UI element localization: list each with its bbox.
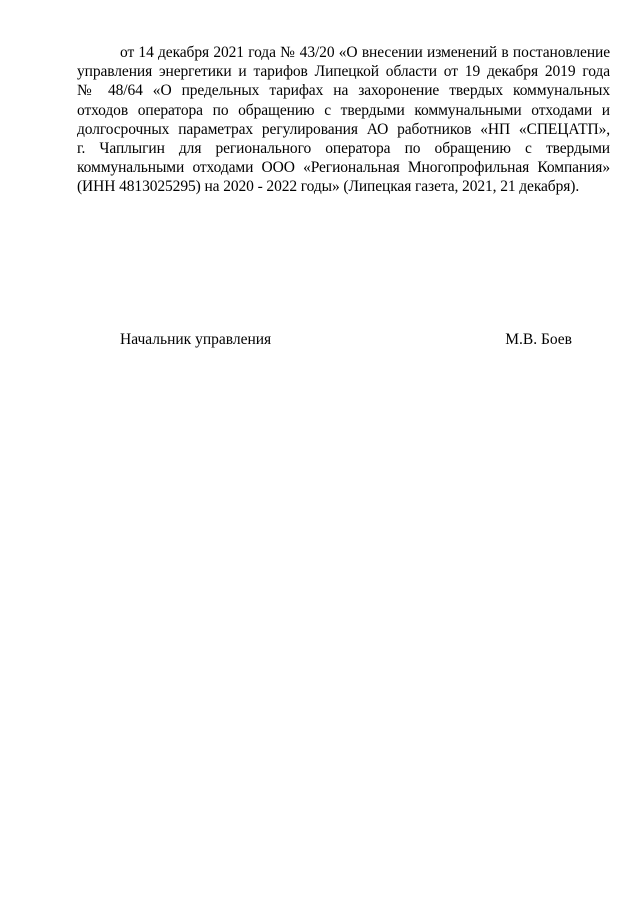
paragraph-line: коммунальными отходами ООО «Региональная Многопрофильная Компания»: [77, 159, 610, 177]
paragraph-line: г. Чаплыгин для регионального оператора по обращению с твердыми: [77, 140, 610, 158]
paragraph-line: от 14 декабря 2021 года № 43/20 «О внесении изменений в постановление: [120, 44, 610, 61]
signatory-name: М.В. Боев: [505, 331, 572, 348]
paragraph-line: № 48/64 «О предельных тарифах на захоронение твердых коммунальных: [77, 82, 610, 100]
signature-block: [120, 330, 572, 350]
paragraph-line: долгосрочных параметрах регулирования АО работников «НП «СПЕЦАТП»,: [77, 120, 610, 138]
paragraph-line: (ИНН 4813025295) на 2020 - 2022 годы» (Липецкая газета, 2021, 21 декабря).: [77, 178, 580, 196]
body-paragraph: [77, 43, 610, 197]
signatory-position: Начальник управления: [120, 331, 272, 348]
paragraph-line: управления энергетики и тарифов Липецкой области от 19 декабря 2019 года: [77, 63, 610, 81]
paragraph-line: отходов оператора по обращению с твердыми коммунальными отходами и: [77, 101, 610, 119]
